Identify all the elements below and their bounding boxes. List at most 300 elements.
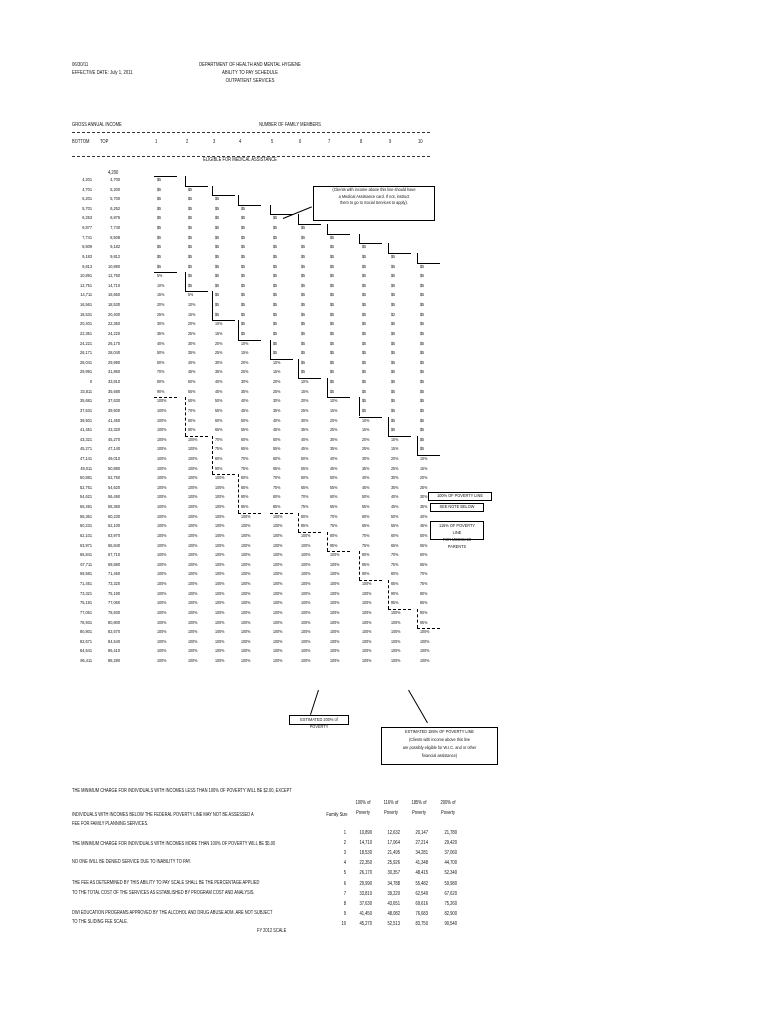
fee-cell: 100% — [273, 561, 283, 567]
poverty-value-cell: 83,750 — [415, 920, 428, 927]
fee-cell: 100% — [301, 552, 311, 558]
fee-cell: $5 — [362, 273, 367, 279]
income-top: 7,740 — [110, 225, 120, 231]
fee-cell: 30% — [301, 417, 309, 423]
fee-cell: $5 — [362, 369, 367, 375]
family-size-heading-6: 6 — [299, 139, 302, 145]
income-bottom: 58,361 — [80, 513, 92, 519]
poverty-value-cell: 82,900 — [444, 910, 457, 917]
fee-cell: $5 — [188, 253, 193, 259]
fee-cell: $5 — [273, 253, 278, 259]
ma-callout-line-3: them to go to Social Services to apply). — [340, 200, 408, 205]
fee-cell: $5 — [391, 321, 396, 327]
document-subtitle: OUTPATIENT SERVICES — [225, 78, 275, 84]
income-bottom: 69,581 — [80, 571, 92, 577]
income-top: 12,750 — [108, 273, 120, 279]
fee-cell: 60% — [273, 455, 281, 461]
fee-cell: 100% — [362, 581, 372, 587]
fee-cell: 55% — [391, 523, 399, 529]
fee-cell: 85% — [301, 523, 309, 529]
gross-income-heading: GROSS ANNUAL INCOME — [72, 122, 122, 128]
fee-cell: 100% — [241, 648, 251, 654]
income-top: 73,320 — [108, 581, 120, 587]
fee-cell: 75% — [391, 561, 399, 567]
fee-cell: $5 — [420, 311, 425, 317]
income-bottom: 5,701 — [82, 205, 92, 211]
fee-cell: 75% — [241, 465, 249, 471]
family-size-cell: 7 — [343, 890, 346, 897]
family-size-cell: 4 — [343, 860, 346, 867]
fee-cell: $5 — [241, 330, 246, 336]
boundary-line — [185, 176, 186, 186]
fee-cell: 25% — [330, 427, 338, 433]
income-bottom: 5,201 — [82, 196, 92, 202]
fee-cell: $5 — [273, 311, 278, 317]
income-bottom: 71,451 — [80, 581, 92, 587]
fee-cell: 45% — [391, 504, 399, 510]
income-top: 54,620 — [108, 484, 120, 490]
fee-cell: $5 — [241, 244, 246, 250]
fee-cell: $5 — [420, 292, 425, 298]
fee-cell: 35% — [273, 407, 281, 413]
fee-cell: 100% — [420, 638, 430, 644]
fee-cell: $5 — [188, 225, 193, 231]
income-bottom: 73,321 — [80, 590, 92, 596]
fee-cell: 100% — [330, 600, 340, 606]
fee-cell: $5 — [391, 292, 396, 298]
poverty-value-cell: 21,780 — [444, 830, 457, 836]
fee-cell: $5 — [330, 330, 335, 336]
fee-cell: $5 — [391, 427, 396, 433]
fee-cell: 100% — [188, 494, 198, 500]
fee-cell: $5 — [330, 388, 335, 394]
boundary-line — [388, 243, 389, 253]
income-top: 28,040 — [108, 350, 120, 356]
income-top: 5,200 — [110, 186, 120, 192]
fee-cell: $5 — [241, 253, 246, 259]
note-fee-determination-2: TO THE TOTAL COST OF THE SERVICES AS ESTABLISHED BY PROGRAM COST AND ANALYSIS. — [72, 890, 255, 896]
poverty-value-cell: 52,340 — [444, 870, 457, 877]
fee-cell: 50% — [273, 436, 281, 442]
boundary-line — [298, 224, 321, 225]
fee-cell: 35% — [188, 350, 196, 356]
fee-cell: 35% — [362, 465, 370, 471]
fee-cell: 35% — [330, 446, 338, 452]
fee-cell: 80% — [330, 532, 338, 538]
fee-cell: 100% — [301, 629, 311, 635]
income-top: 24,220 — [108, 330, 120, 336]
fee-cell: 35% — [301, 427, 309, 433]
fee-cell: 100% — [241, 590, 251, 596]
poverty-value-cell: 41,348 — [415, 860, 428, 867]
fee-cell: 55% — [241, 427, 249, 433]
fee-cell: 20% — [330, 417, 338, 423]
fee-cell: 100% — [241, 581, 251, 587]
fee-cell: $5 — [330, 340, 335, 346]
fee-cell: 100% — [330, 658, 340, 663]
fee-cell: 30% — [420, 494, 428, 500]
fee-cell: 100% — [241, 523, 251, 529]
fee-cell: $5 — [391, 369, 396, 375]
boundary-line — [417, 455, 440, 456]
fee-cell: 10% — [273, 359, 281, 365]
boundary-line — [238, 513, 261, 515]
fee-cell: 100% — [241, 513, 251, 519]
boundary-line — [298, 359, 299, 378]
fee-cell: 100% — [157, 436, 167, 442]
poverty-header: 116% of — [383, 800, 399, 806]
income-bottom: 47,141 — [80, 455, 92, 461]
fee-cell: 20% — [157, 302, 165, 308]
fee-cell: 100% — [188, 446, 198, 452]
poverty-value-cell: 14,710 — [359, 840, 372, 847]
fee-cell: 100% — [301, 532, 311, 538]
income-top: 9,812 — [110, 253, 120, 259]
fee-cell: 65% — [391, 542, 399, 548]
fee-cell: $5 — [420, 302, 425, 308]
fee-cell: $5 — [301, 340, 306, 346]
top-column-heading: TOP — [100, 139, 109, 145]
fee-cell: 100% — [215, 484, 225, 490]
fee-cell: $5 — [215, 225, 220, 231]
fee-cell: $5 — [330, 369, 335, 375]
fee-cell: 10% — [330, 398, 338, 404]
fee-cell: $5 — [330, 292, 335, 298]
poverty-value-cell: 62,549 — [415, 890, 428, 897]
fee-cell: $5 — [391, 417, 396, 423]
income-bottom: 18,531 — [80, 311, 92, 317]
fee-cell: $5 — [215, 282, 220, 288]
fee-cell: 15% — [241, 350, 249, 356]
income-top: 56,490 — [108, 494, 120, 500]
see-note-callout — [430, 503, 484, 512]
fee-cell: $5 — [301, 330, 306, 336]
income-bottom: 16,561 — [80, 302, 92, 308]
fee-cell: 100% — [157, 561, 167, 567]
fee-cell: 100% — [157, 600, 167, 606]
fee-cell: 100% — [188, 475, 198, 481]
fee-cell: 100% — [241, 552, 251, 558]
fee-cell: 20% — [391, 455, 399, 461]
fee-cell: 60% — [391, 532, 399, 538]
fee-cell: $5 — [157, 215, 162, 221]
fee-cell: 15% — [273, 369, 281, 375]
fee-cell: 100% — [215, 513, 225, 519]
poverty-value-cell: 76,683 — [415, 910, 428, 917]
income-bottom: 63,971 — [80, 542, 92, 548]
fee-cell: 100% — [157, 494, 167, 500]
poverty-value-cell: 10,890 — [359, 830, 372, 836]
income-bottom: 4,701 — [82, 186, 92, 192]
fee-cell: $5 — [420, 350, 425, 356]
family-size-heading-4: 4 — [239, 139, 242, 145]
fee-cell: $5 — [241, 263, 246, 269]
fee-cell: $2 — [391, 311, 396, 317]
fee-cell: 100% — [215, 629, 225, 635]
fee-cell: $5 — [420, 330, 425, 336]
fee-cell: 50% — [362, 494, 370, 500]
fee-cell: $5 — [301, 321, 306, 327]
poverty-value-cell: 41,450 — [359, 910, 372, 917]
fee-cell: 10% — [301, 379, 309, 385]
bottom-column-heading: BOTTOM — [72, 139, 90, 145]
income-bottom: 24,221 — [80, 340, 92, 346]
boundary-line — [154, 176, 177, 177]
poverty-value-cell: 55,482 — [415, 880, 428, 887]
fee-cell: $5 — [391, 398, 396, 404]
fee-cell: $5 — [215, 263, 220, 269]
fee-cell: 25% — [157, 311, 165, 317]
income-bottom: 50,881 — [80, 475, 92, 481]
income-top: 77,060 — [108, 600, 120, 606]
boundary-line — [185, 436, 208, 438]
income-bottom: 80,801 — [80, 629, 92, 635]
poverty-value-cell: 44,700 — [444, 860, 457, 867]
poverty-value-cell: 75,260 — [444, 900, 457, 907]
fee-cell: 100% — [157, 465, 167, 471]
fee-cell: 100% — [188, 455, 198, 461]
income-bottom: 9,813 — [82, 263, 92, 269]
fee-cell: 35% — [420, 504, 428, 510]
fee-cell: 25% — [301, 407, 309, 413]
fee-cell: 10% — [362, 417, 370, 423]
fee-cell: 100% — [273, 609, 283, 615]
income-top: 65,840 — [108, 542, 120, 548]
income-top: 16,560 — [108, 292, 120, 298]
fee-cell: $5 — [330, 253, 335, 259]
fee-cell: $5 — [273, 321, 278, 327]
fee-cell: $5 — [215, 215, 220, 221]
income-bottom: 0 — [89, 379, 92, 385]
fee-cell: 85% — [273, 504, 281, 510]
fee-cell: 100% — [420, 629, 430, 635]
fee-cell: 30% — [391, 475, 399, 481]
fee-cell: 100% — [215, 609, 225, 615]
fee-cell: 100% — [391, 609, 401, 615]
fee-cell: 100% — [362, 638, 372, 644]
fee-cell: 55% — [273, 446, 281, 452]
income-bottom: 12,751 — [80, 282, 92, 288]
boundary-line — [327, 224, 328, 234]
fee-cell: 10% — [420, 455, 428, 461]
poverty-value-cell: 90,540 — [444, 920, 457, 927]
poverty-value-cell: 45,270 — [359, 920, 372, 927]
fee-cell: 100% — [273, 619, 283, 625]
poverty-116-label: 116% OF POVERTY LINE — [439, 523, 475, 535]
income-top: 37,630 — [108, 398, 120, 404]
fee-cell: 100% — [362, 609, 372, 615]
income-bottom: 39,501 — [80, 417, 92, 423]
fee-cell: 90% — [362, 571, 370, 577]
poverty-header: Family Size — [326, 812, 348, 818]
fee-cell: 100% — [157, 513, 167, 519]
fee-cell: 100% — [215, 648, 225, 654]
poverty-value-cell: 25,926 — [387, 860, 400, 867]
boundary-line — [417, 628, 440, 630]
fee-cell: $5 — [362, 282, 367, 288]
fee-cell: 100% — [273, 658, 283, 663]
boundary-line — [212, 291, 213, 320]
fee-cell: 100% — [330, 581, 340, 587]
fee-cell: 100% — [157, 638, 167, 644]
boundary-line — [154, 397, 177, 399]
fee-cell: 100% — [188, 542, 198, 548]
fee-cell: $5 — [362, 340, 367, 346]
boundary-line — [327, 397, 350, 398]
family-size-heading-8: 8 — [360, 139, 363, 145]
family-size-heading-9: 9 — [389, 139, 392, 145]
note-minimum-charge: THE MINIMUM CHARGE FOR INDIVIDUALS WITH INCOMES LESS THAN 100% OF POVERTY WILL BE $2.00, EXCEPT — [72, 788, 292, 794]
fee-cell: 100% — [157, 484, 167, 490]
fee-cell: 100% — [188, 609, 198, 615]
fee-cell: 100% — [215, 590, 225, 596]
fee-cell: 15% — [215, 330, 223, 336]
income-top: 4,700 — [110, 177, 120, 182]
fee-cell: 90% — [420, 609, 428, 615]
fee-cell: 100% — [215, 504, 225, 510]
family-size-cell: 8 — [343, 900, 346, 907]
poverty-value-cell: 27,214 — [415, 840, 428, 847]
fee-cell: $5 — [330, 350, 335, 356]
fee-cell: 100% — [157, 475, 167, 481]
poverty-value-cell: 17,064 — [387, 840, 400, 847]
family-size-cell: 1 — [343, 830, 346, 836]
fee-cell: 100% — [215, 532, 225, 538]
fee-cell: $5 — [301, 359, 306, 365]
fee-cell: 45% — [215, 388, 223, 394]
fee-cell: 100% — [188, 629, 198, 635]
fee-cell: 100% — [241, 542, 251, 548]
fee-cell: $5 — [157, 186, 162, 192]
fee-cell: 55% — [188, 388, 196, 394]
fee-cell: 100% — [241, 629, 251, 635]
fee-cell: 40% — [157, 340, 165, 346]
date-code: 06/30/11 — [72, 62, 89, 68]
fee-cell: 5% — [157, 273, 163, 279]
fee-cell: $5 — [420, 388, 425, 394]
fee-cell: 15% — [420, 465, 428, 471]
poverty-header: Poverty — [356, 810, 370, 816]
income-bottom: 77,061 — [80, 609, 92, 615]
income-top: 82,670 — [108, 629, 120, 635]
boundary-line — [212, 436, 214, 474]
fee-cell: $5 — [420, 369, 425, 375]
income-bottom: 4,201 — [82, 177, 92, 182]
income-bottom: 75,191 — [80, 600, 92, 606]
boundary-line — [270, 359, 293, 360]
fee-cell: 60% — [330, 494, 338, 500]
poverty-header: Poverty — [412, 810, 426, 816]
income-top: 67,710 — [108, 552, 120, 558]
fee-cell: 15% — [188, 311, 196, 317]
fee-cell: $5 — [362, 253, 367, 259]
fee-cell: 70% — [241, 455, 249, 461]
fee-cell: $5 — [420, 273, 425, 279]
fee-cell: 100% — [273, 513, 283, 519]
fee-cell: 40% — [391, 494, 399, 500]
fee-cell: 100% — [188, 484, 198, 490]
boundary-line — [298, 378, 321, 379]
fee-cell: 80% — [241, 475, 249, 481]
family-size-cell: 9 — [343, 910, 346, 917]
fee-cell: 50% — [391, 513, 399, 519]
fee-cell: 100% — [301, 542, 311, 548]
fee-cell: 100% — [188, 523, 198, 529]
income-bottom: 14,711 — [80, 292, 92, 298]
boundary-line — [388, 436, 411, 437]
boundary-line — [388, 580, 390, 609]
document-title: ABILITY TO PAY SCHEDULE — [221, 70, 279, 76]
poverty-value-cell: 34,281 — [415, 850, 428, 857]
fee-cell: 60% — [301, 475, 309, 481]
income-top: 43,320 — [108, 427, 120, 433]
income-bottom: 33,811 — [80, 388, 92, 394]
fee-cell: 25% — [273, 388, 281, 394]
income-top: 5,700 — [110, 196, 120, 202]
fee-cell: 90% — [215, 465, 223, 471]
fee-cell: 95% — [241, 504, 249, 510]
fee-cell: 60% — [215, 417, 223, 423]
poverty-value-cell: 34,788 — [387, 880, 400, 887]
income-bottom: 6,877 — [82, 225, 92, 231]
fee-cell: 80% — [391, 571, 399, 577]
fee-cell: 100% — [391, 648, 401, 654]
boundary-line — [359, 417, 382, 418]
fee-cell: 100% — [215, 600, 225, 606]
fee-cell: 100% — [157, 504, 167, 510]
fee-cell: 100% — [157, 398, 167, 404]
fee-cell: $5 — [330, 282, 335, 288]
fee-cell: 100% — [215, 581, 225, 587]
income-bottom: 82,671 — [80, 638, 92, 644]
boundary-line — [154, 272, 177, 273]
poverty-value-cell: 30,357 — [387, 870, 400, 877]
fee-cell: $5 — [241, 215, 246, 221]
fee-cell: 100% — [188, 658, 198, 663]
poverty-185-line-3: are possibly eligible for W.I.C. and or other — [402, 745, 477, 750]
fee-cell: 100% — [241, 532, 251, 538]
fee-cell: 90% — [157, 388, 165, 394]
fee-cell: 100% — [188, 513, 198, 519]
boundary-line — [270, 513, 293, 515]
income-top: 78,930 — [108, 609, 120, 615]
fee-cell: 15% — [330, 407, 338, 413]
fee-cell: 85% — [241, 484, 249, 490]
boundary-line — [185, 291, 208, 292]
fee-cell: 30% — [188, 340, 196, 346]
fee-cell: $5 — [391, 273, 396, 279]
fee-cell: 100% — [157, 532, 167, 538]
fee-cell: $5 — [188, 273, 193, 279]
fee-cell: 100% — [420, 658, 430, 663]
fee-cell: 100% — [215, 561, 225, 567]
fee-cell: $5 — [391, 282, 396, 288]
income-top: 49,010 — [108, 455, 120, 461]
fee-cell: $5 — [362, 292, 367, 298]
boundary-line — [212, 474, 235, 476]
fee-cell: 100% — [273, 648, 283, 654]
fee-cell: 30% — [330, 436, 338, 442]
income-top: 60,230 — [108, 513, 120, 519]
fee-cell: 100% — [330, 590, 340, 596]
fee-cell: $5 — [420, 359, 425, 365]
fee-cell: 30% — [157, 321, 165, 327]
fee-cell: 10% — [188, 302, 196, 308]
fee-cell: 100% — [157, 571, 167, 577]
income-top: 6,252 — [110, 205, 120, 211]
fee-cell: 45% — [241, 407, 249, 413]
family-size-heading-1: 1 — [155, 139, 158, 145]
